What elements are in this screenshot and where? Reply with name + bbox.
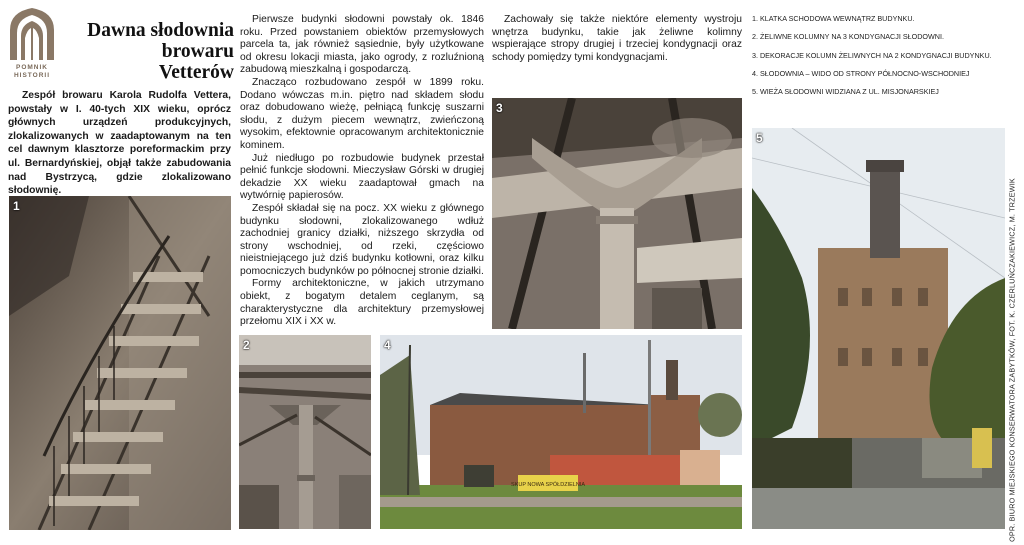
text-column-2 <box>492 14 742 64</box>
gothic-arch-icon <box>6 6 58 62</box>
photo-number: 4 <box>384 338 391 352</box>
photo-number: 1 <box>13 199 20 213</box>
malthouse-image <box>380 335 742 529</box>
title-line1: Dawna słodownia <box>87 20 234 41</box>
staircase-image <box>9 196 231 530</box>
caption-item: 2. ŻELIWNE KOLUMNY NA 3 KONDYGNACJI SŁODOWNI. <box>752 32 944 42</box>
paragraph: Znacząco rozbudowano zespół w 1899 roku. Dodano wówczas m.in. piętro nad składem słodu oraz dobudowano wieżę, pełniącą funkcję suszarni słodu, z dużym piecem wewnątrz, zwieńczoną wysokim, efektownie opracowanym architektonicznie kominem. <box>240 76 484 151</box>
sign-text: SKUP NOWA SPÓŁDZIELNIA <box>511 482 585 488</box>
photo-credit-text: OPR. BIURO MIEJSKIEGO KONSERWATORA ZABYTKÓW, FOT. K. CZERLUŃCZAKIEWICZ, M. TRZEWIK <box>1007 178 1017 542</box>
text-column-1 <box>240 14 484 329</box>
photo-malthouse-tower <box>752 128 1005 529</box>
photo-iron-column-3rd-floor <box>239 335 371 529</box>
paragraph: Formy architektoniczne, w jakich utrzymano obiekt, z bogatym detalem ceglanym, są charakterystyczne dla architektury przemysłowej przełomu XIX i XX w. <box>240 278 484 328</box>
intro-paragraph: Zespół browaru Karola Rudolfa Vettera, powstały w I. 40-tych XIX wieku, oprócz głównych urządzeń produkcyjnych, zlokalizowanych w zaadaptowanym na ten cel dawnym klasztorze poreformackim przy ul. Bernardyńskiej, objął także zabudowania nad Bystrzycą, gdzie zlokalizowano słodownię. <box>8 90 231 197</box>
caption-item: 5. WIEŻA SŁODOWNI WIDZIANA Z UL. MISJONARSKIEJ <box>752 87 939 97</box>
page-title <box>86 20 234 83</box>
photo-captions <box>752 14 1002 105</box>
caption-item: 1. KLATKA SCHODOWA WEWNĄTRZ BUDYNKU. <box>752 14 915 23</box>
paragraph: Już niedługo po rozbudowie budynek przestał pełnić funkcje słodowni. Mieczysław Górski w drugiej dekadzie XX wieku zaadaptował gmach na wytwórnię papierosów. <box>240 152 484 202</box>
paragraph: Pierwsze budynki słodowni powstały ok. 1846 roku. Przed powstaniem obiektów przemysłowych parcela ta, jak również sąsiednie, były użytkowane od okresu lokacji miasta, jako ogrody, z rozluźnioną zabudową mieszkalną i gospodarczą. <box>240 14 484 76</box>
caption-item: 3. DEKORACJE KOLUMN ŻELIWNYCH NA 2 KONDYGNACJI BUDYNKU. <box>752 50 992 60</box>
photo-number: 3 <box>496 101 503 115</box>
logo-text-line2: HISTORII <box>13 72 51 79</box>
iron-column-image <box>239 335 371 529</box>
photo-column-decoration <box>492 98 742 329</box>
title-line2: browaru Vetterów <box>158 41 234 83</box>
pomnik-historii-logo <box>6 6 58 80</box>
photo-credit <box>1002 178 1022 542</box>
photo-malthouse-northeast <box>380 335 742 529</box>
photo-number: 5 <box>756 131 763 145</box>
caption-item: 4. SŁODOWNIA – WIDO OD STRONY PÓŁNOCNO-WSCHODNIEJ <box>752 68 970 78</box>
column-decoration-image <box>492 98 742 329</box>
paragraph: Zachowały się także niektóre elementy wystroju wnętrza budynku, takie jak żeliwne kolimny wspierające stropy drugiej i trzeciej kondygnacji oraz schody pomiędzy tymi kondygnacjami. <box>492 14 742 63</box>
paragraph: Zespół składał się na pocz. XX wieku z głównego budynku słodowni, zlokalizowanego wdłuż zachodniej granicy działki, niższego skrzydła od strony wschodniej, od rzeki, częściowo nieistniejącego już dziś budynku kotłowni, oraz kilku pomocniczych budynków po północnej stronie działki. <box>240 202 484 277</box>
photo-number: 2 <box>243 338 250 352</box>
logo-text-line1: POMNIK <box>16 64 48 71</box>
photo-staircase <box>9 196 231 530</box>
tower-image <box>752 128 1005 529</box>
